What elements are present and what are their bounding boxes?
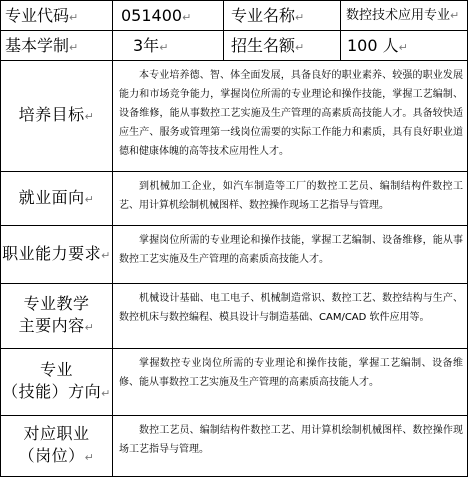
- paragraph-mark-icon: ↵: [295, 10, 305, 24]
- row-post: [1, 416, 468, 477]
- teaching-text-cell: [113, 284, 468, 349]
- employment-label: 就业面向: [18, 187, 85, 207]
- ability-label-cell: [1, 226, 113, 284]
- row-ability: [1, 226, 468, 284]
- paragraph-mark-icon: ↵: [84, 451, 95, 464]
- row-direction: [1, 349, 468, 416]
- duration-label-cell: [1, 31, 113, 61]
- paragraph-mark-icon: ↵: [69, 40, 79, 54]
- goal-text: 本专业培养德、智、体全面发展，具备良好的职业素养、较强的职业发展能力和市场竞争能力，掌握岗位所需的专业理论和操作技能，掌握工艺编制、设备维修，能从事数控工艺实施及生产管理的高素质高技能人才。具备较快适应生产、服务或管理第一线岗位需要的实际工作能力和素质，具有良好职业道德和健康体魄的高等技术应用性人才。: [119, 70, 463, 157]
- duration-value: 3年: [133, 35, 160, 55]
- teaching-label-line1: 专业教学: [23, 294, 90, 313]
- code-label: 专业代码: [5, 5, 70, 25]
- teaching-label-line2: 主要内容: [18, 316, 85, 335]
- paragraph-mark-icon: ↵: [295, 40, 305, 54]
- paragraph-mark-icon: ↵: [84, 321, 95, 334]
- name-label: 专业名称: [231, 5, 296, 25]
- post-text-cell: [113, 416, 468, 477]
- row-teaching: [1, 284, 468, 349]
- paragraph-mark-icon: ↵: [182, 10, 192, 24]
- post-label-line1: 对应职业: [23, 424, 90, 443]
- code-value: 051400: [121, 5, 183, 25]
- ability-text: 掌握岗位所需的专业理论和操作技能，掌握工艺编制、设备维修，能从事数控工艺实施及生产管理的高素质高技能人才。: [119, 235, 463, 265]
- paragraph-mark-icon: ↵: [450, 9, 460, 22]
- duration-value-cell: [113, 31, 224, 61]
- name-value-cell: [341, 1, 468, 31]
- target-value: 100 人: [347, 35, 399, 55]
- paragraph-mark-icon: ↵: [84, 192, 95, 206]
- employment-text-cell: [113, 172, 468, 226]
- direction-text: 掌握数控专业岗位所需的专业理论和操作技能，掌握工艺编制、设备维修、能从事数控工艺实施及生产管理的高素质高技能人才。: [119, 358, 463, 388]
- paragraph-mark-icon: ↵: [101, 248, 111, 262]
- row-code-name: [1, 1, 468, 31]
- target-label: 招生名额: [231, 35, 296, 55]
- direction-label-cell: [1, 349, 113, 416]
- row-duration-target: [1, 31, 468, 61]
- paragraph-mark-icon: ↵: [159, 40, 169, 54]
- paragraph-mark-icon: ↵: [101, 387, 111, 400]
- paragraph-mark-icon: ↵: [84, 110, 95, 123]
- post-text: 数控工艺员、编制结构件数控工艺、用计算机绘制机械图样、数控操作现场工艺指导与管理。: [119, 425, 463, 455]
- name-label-cell: [224, 1, 341, 31]
- direction-label-line2: （技能）方向: [2, 382, 102, 401]
- duration-label: 基本学制: [5, 35, 70, 55]
- code-label-cell: [1, 1, 113, 31]
- post-label-line2: （岗位）: [18, 446, 85, 465]
- post-label-cell: [1, 416, 113, 477]
- goal-label-cell: [1, 61, 113, 172]
- goal-text-cell: [113, 61, 468, 172]
- name-value: 数控技术应用专业: [346, 8, 451, 23]
- paragraph-mark-icon: ↵: [69, 10, 79, 24]
- paragraph-mark-icon: ↵: [398, 40, 408, 54]
- direction-label-line1: 专业: [39, 360, 73, 379]
- goal-label: 培养目标: [18, 105, 85, 124]
- employment-label-cell: [1, 172, 113, 226]
- target-value-cell: [341, 31, 468, 61]
- teaching-label-cell: [1, 284, 113, 349]
- row-goal: [1, 61, 468, 172]
- code-value-cell: [113, 1, 224, 31]
- ability-label: 职业能力要求: [2, 243, 102, 263]
- ability-text-cell: [113, 226, 468, 284]
- target-label-cell: [224, 31, 341, 61]
- row-employment: [1, 172, 468, 226]
- teaching-text: 机械设计基础、电工电子、机械制造常识、数控工艺、数控结构与生产、数控机床与数控编程、模具设计与制造基础、CAM/CAD 软件应用等。: [119, 293, 463, 323]
- employment-text: 到机械加工企业，如汽车制造等工厂的数控工艺员、编制结构件数控工艺、用计算机绘制机械图样、数控操作现场工艺指导与管理。: [119, 181, 463, 211]
- direction-text-cell: [113, 349, 468, 416]
